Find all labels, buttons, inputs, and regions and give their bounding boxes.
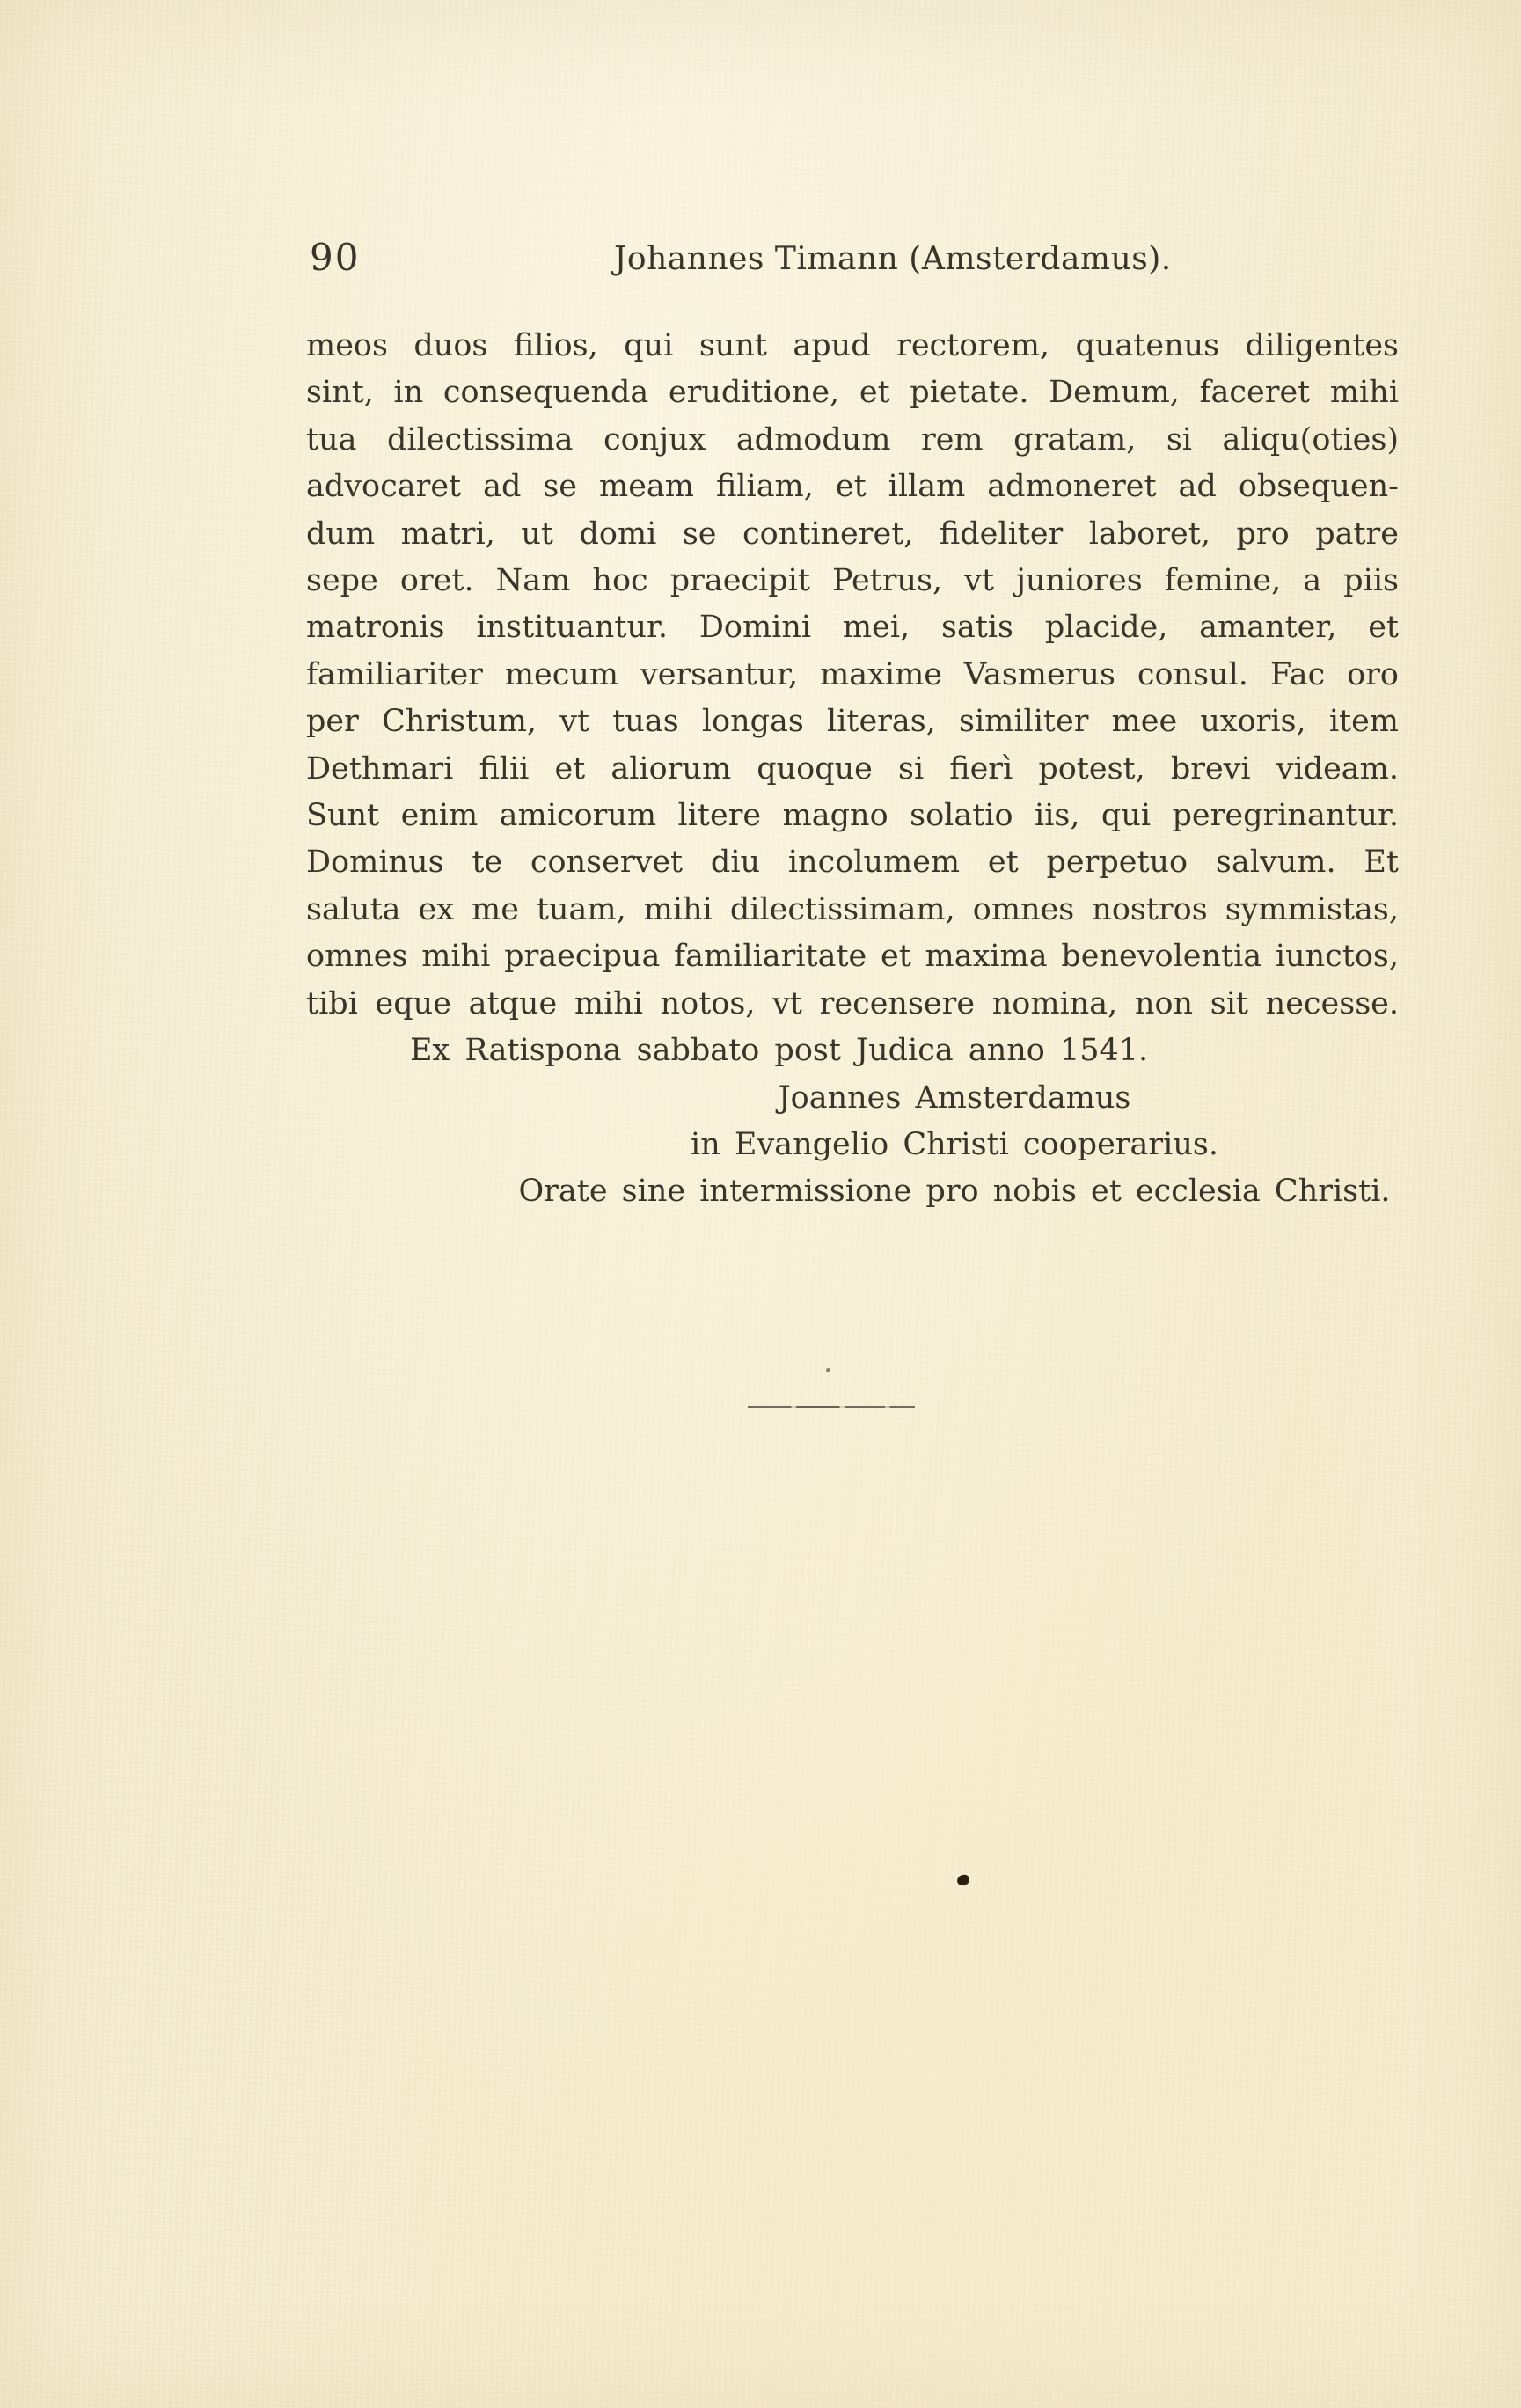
signature-block: [306, 1075, 1399, 1216]
body-line: meos duos filios, qui sunt apud rectorem, quatenus diligentes: [306, 328, 1399, 363]
body-line: omnes mihi praecipua familiaritate et maxima benevolentia iunctos,: [306, 939, 1399, 975]
running-header: Johannes Timann (Amsterdamus).: [614, 241, 1172, 277]
letter-text: [306, 323, 1399, 1216]
signature-role: in Evangelio Christi cooperarius.: [691, 1126, 1218, 1162]
body-line: saluta ex me tuam, mihi dilectissimam, omnes nostros symmistas,: [306, 891, 1399, 927]
body-line: Dethmari filii et aliorum quoque si fierì potest, brevi videam.: [306, 750, 1399, 787]
paper-speck: [826, 1368, 830, 1372]
signature-name: Joannes Amsterdamus: [778, 1080, 1131, 1116]
section-divider: [748, 1406, 915, 1408]
body-line: per Christum, vt tuas longas literas, similiter mee uxoris, item: [306, 704, 1399, 740]
body-line: sint, in consequenda eruditione, et pietate. Demum, faceret mihi: [306, 375, 1399, 411]
body-line: dum matri, ut domi se contineret, fideliter laboret, pro patre: [306, 516, 1399, 552]
body-line: tibi eque atque mihi notos, vt recensere nomina, non sit necesse.: [306, 985, 1399, 1021]
body-line: advocaret ad se meam filiam, et illam admoneret ad obsequen-: [306, 469, 1399, 505]
body-line: Dominus te conservet diu incolumem et perpetuo salvum. Et: [306, 845, 1399, 881]
body-line: matronis instituantur. Domini mei, satis placide, amanter, et: [306, 610, 1399, 646]
letter-dateline: Ex Ratispona sabbato post Judica anno 1541.: [410, 1033, 1149, 1069]
body-line: sepe oret. Nam hoc praecipit Petrus, vt juniores femine, a piis: [306, 563, 1399, 599]
body-line: familiariter mecum versantur, maxime Vasmerus consul. Fac oro: [306, 656, 1399, 692]
ink-spot: [956, 1873, 971, 1886]
body-line: tua dilectissima conjux admodum rem gratam, si aliqu(oties): [306, 421, 1399, 457]
letter-closing: Orate sine intermissione pro nobis et ecclesia Christi.: [518, 1174, 1391, 1210]
page-number: 90: [310, 236, 361, 279]
body-line: Sunt enim amicorum litere magno solatio iis, qui peregrinantur.: [306, 798, 1399, 834]
